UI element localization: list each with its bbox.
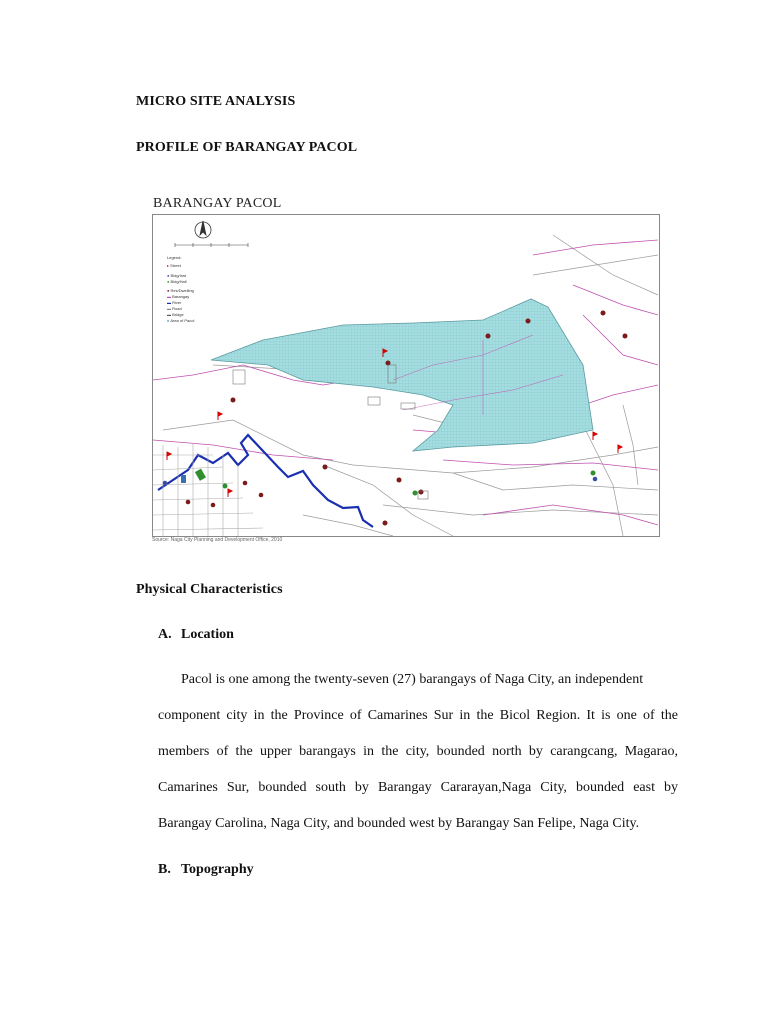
legend-title: Legend: [167, 255, 182, 260]
north-arrow [195, 221, 211, 238]
paragraph-line: Camarines Sur, bounded south by Barangay Cararayan,Naga City, bounded east by [158, 780, 678, 795]
map-drawing [153, 215, 659, 536]
paragraph-line: component city in the Province of Camarines Sur in the Bicol Region. It is one of the [158, 708, 678, 723]
subsection-title: Location [181, 627, 234, 642]
paragraph-line: Barangay Carolina, Naga City, and bounded west by Barangay San Felipe, Naga City. [158, 816, 640, 831]
subsection-title: Topography [181, 862, 254, 877]
legend-item: ● Res/Dwelling [167, 288, 194, 293]
map-legend [167, 255, 207, 324]
map-title: BARANGAY PACOL [153, 196, 282, 211]
paragraph-line: Pacol is one among the twenty-seven (27) barangays of Naga City, an independent [181, 672, 644, 687]
subsection-b-heading [158, 862, 254, 878]
section-heading: Physical Characteristics [136, 582, 283, 597]
pacol-area [211, 299, 593, 451]
bldg-block [195, 469, 206, 481]
legend-item: ▬ River [167, 300, 182, 305]
scale-bar [175, 243, 248, 247]
legend-item: ▬ Road [167, 306, 182, 311]
legend-item: ▸ Street [167, 263, 181, 268]
profile-heading: PROFILE OF BARANGAY PACOL [136, 140, 358, 155]
legend-item: ▬ Barangay [167, 294, 190, 299]
subsection-a-heading [158, 627, 234, 643]
map-frame [152, 214, 660, 537]
subsection-letter: B. [158, 862, 171, 877]
river-line [158, 435, 373, 527]
subsection-letter: A. [158, 627, 172, 642]
legend-item: ■ Area of Pacol [167, 318, 195, 323]
barangay-map-figure [150, 196, 660, 542]
map-caption: Source: Naga City Planning and Development Office, 2010 [152, 537, 283, 543]
document-title: MICRO SITE ANALYSIS [136, 94, 296, 109]
legend-item: ● Bldg/Inst [167, 273, 187, 278]
paragraph-line: members of the upper barangays in the city, bounded north by carangcang, Magarao, [158, 744, 678, 759]
legend-item: ● Bldg/Hall [167, 279, 187, 284]
legend-item: ▬ Bridge [167, 312, 184, 317]
bldg-block [181, 475, 186, 483]
